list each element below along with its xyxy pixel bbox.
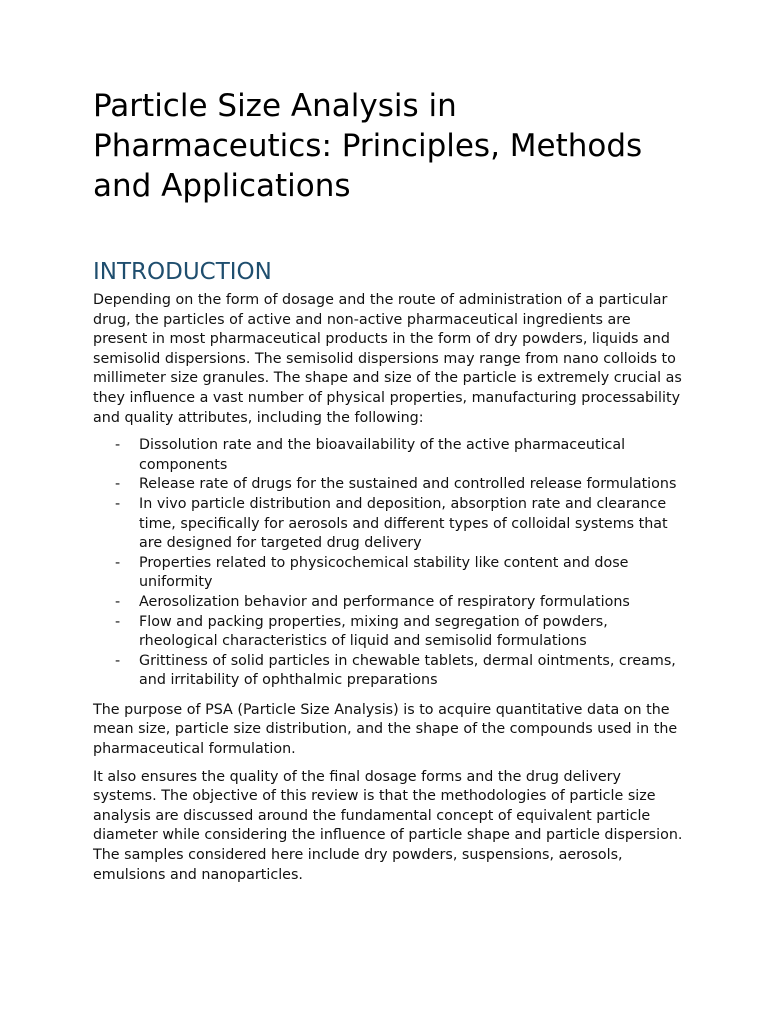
bullet-list bbox=[93, 436, 683, 691]
bullet-item bbox=[93, 554, 683, 593]
bullet-text: Properties related to physicochemical stability like content and dose uniformity bbox=[139, 554, 629, 591]
bullet-item bbox=[93, 613, 683, 652]
intro-paragraph: Depending on the form of dosage and the route of administration of a particular drug, the particles of active and non-active pharmaceutical ingredients are present in most pharmaceutical products in the form of dry powders, liquids and semisolid dispersions. The semisolid dispersions may range from nano colloids to millimeter size granules. The shape and size of the particle is extremely crucial as they influence a vast number of physical properties, manufacturing processability and quality attributes, including the following: bbox=[93, 292, 682, 426]
purpose-paragraph: The purpose of PSA (Particle Size Analysis) is to acquire quantitative data on the mean size, particle size distribution, and the shape of the compounds used in the pharmaceutical formulation. bbox=[93, 701, 678, 758]
bullet-item bbox=[93, 495, 683, 554]
bullet-text: Flow and packing properties, mixing and segregation of powders, rheological characteristics of liquid and semisolid formulations bbox=[139, 613, 608, 650]
bullet-dash: - bbox=[115, 554, 121, 571]
bullet-dash: - bbox=[115, 476, 121, 493]
bullet-text: Release rate of drugs for the sustained and controlled release formulations bbox=[139, 476, 677, 493]
bullet-text: Aerosolization behavior and performance of respiratory formulations bbox=[139, 593, 630, 610]
document-title: Particle Size Analysis in Pharmaceutics: Principles, Methods and Applications bbox=[93, 88, 643, 204]
closing-paragraph: It also ensures the quality of the final dosage forms and the drug delivery systems. The objective of this review is that the methodologies of particle size analysis are discussed around the fundamental concept of equivalent particle diameter while considering the influence of particle shape and particle dispersion. The samples considered here include dry powders, suspensions, aerosols, emulsions and nanoparticles. bbox=[93, 768, 683, 883]
bullet-item bbox=[93, 593, 683, 613]
bullet-dash: - bbox=[115, 593, 121, 610]
bullet-text: In vivo particle distribution and deposition, absorption rate and clearance time, specifically for aerosols and different types of colloidal systems that are designed for targeted drug delivery bbox=[139, 495, 668, 552]
bullet-dash: - bbox=[115, 652, 121, 669]
document-page bbox=[93, 86, 683, 885]
bullet-text: Grittiness of solid particles in chewable tablets, dermal ointments, creams, and irritability of ophthalmic preparations bbox=[139, 652, 676, 689]
bullet-item bbox=[93, 436, 683, 475]
bullet-dash: - bbox=[115, 437, 121, 454]
bullet-dash: - bbox=[115, 613, 121, 630]
bullet-dash: - bbox=[115, 495, 121, 512]
bullet-text: Dissolution rate and the bioavailability of the active pharmaceutical components bbox=[139, 437, 626, 473]
bullet-item bbox=[93, 475, 683, 495]
section-heading-introduction: INTRODUCTION bbox=[93, 259, 272, 285]
bullet-item bbox=[93, 652, 683, 691]
